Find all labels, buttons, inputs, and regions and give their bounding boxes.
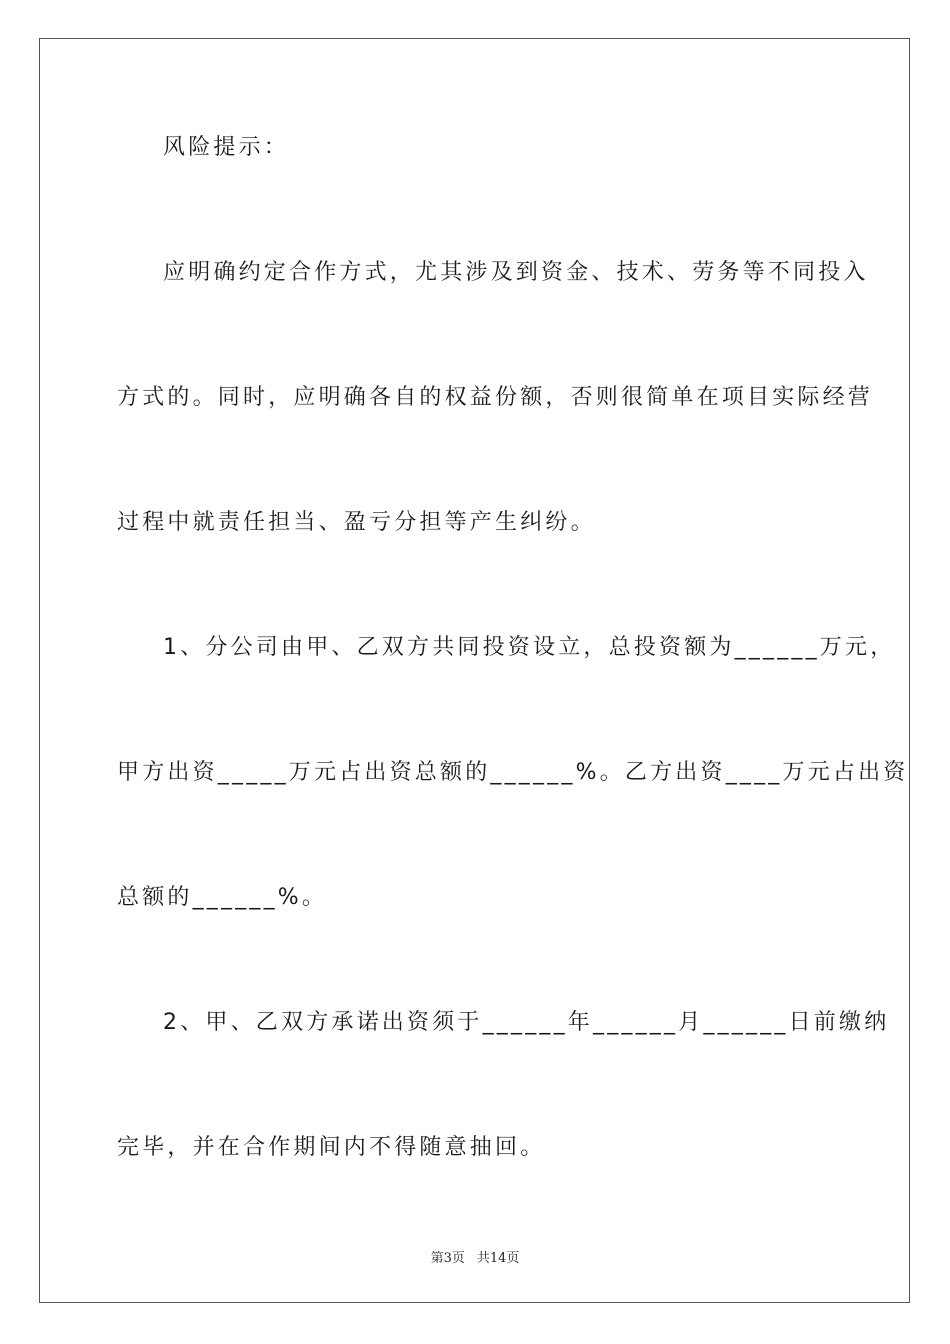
page-number: 第3页 [430,1251,465,1266]
page-footer [0,1247,950,1266]
paragraph-line: 应明确约定合作方式，尤其涉及到资金、技术、劳务等不同投入 [163,260,869,285]
clause-1-line: 总额的______%。 [117,885,328,910]
clause-2-line: 2、甲、乙双方承诺出资须于______年______月______日前缴纳 [163,1010,890,1035]
paragraph-line: 方式的。同时，应明确各自的权益份额，否则很简单在项目实际经营 [117,385,874,410]
clause-1-line: 甲方出资_____万元占出资总额的______%。乙方出资____万元占出资 [117,760,909,785]
risk-heading: 风险提示： [163,135,290,160]
clause-1-line: 1、分公司由甲、乙双方共同投资设立，总投资额为______万元， [163,635,896,660]
paragraph-line: 过程中就责任担当、盈亏分担等产生纠纷。 [117,510,596,535]
clause-2-line: 完毕，并在合作期间内不得随意抽回。 [117,1135,546,1160]
page-total: 共14页 [476,1251,520,1266]
page-border [39,38,910,1303]
